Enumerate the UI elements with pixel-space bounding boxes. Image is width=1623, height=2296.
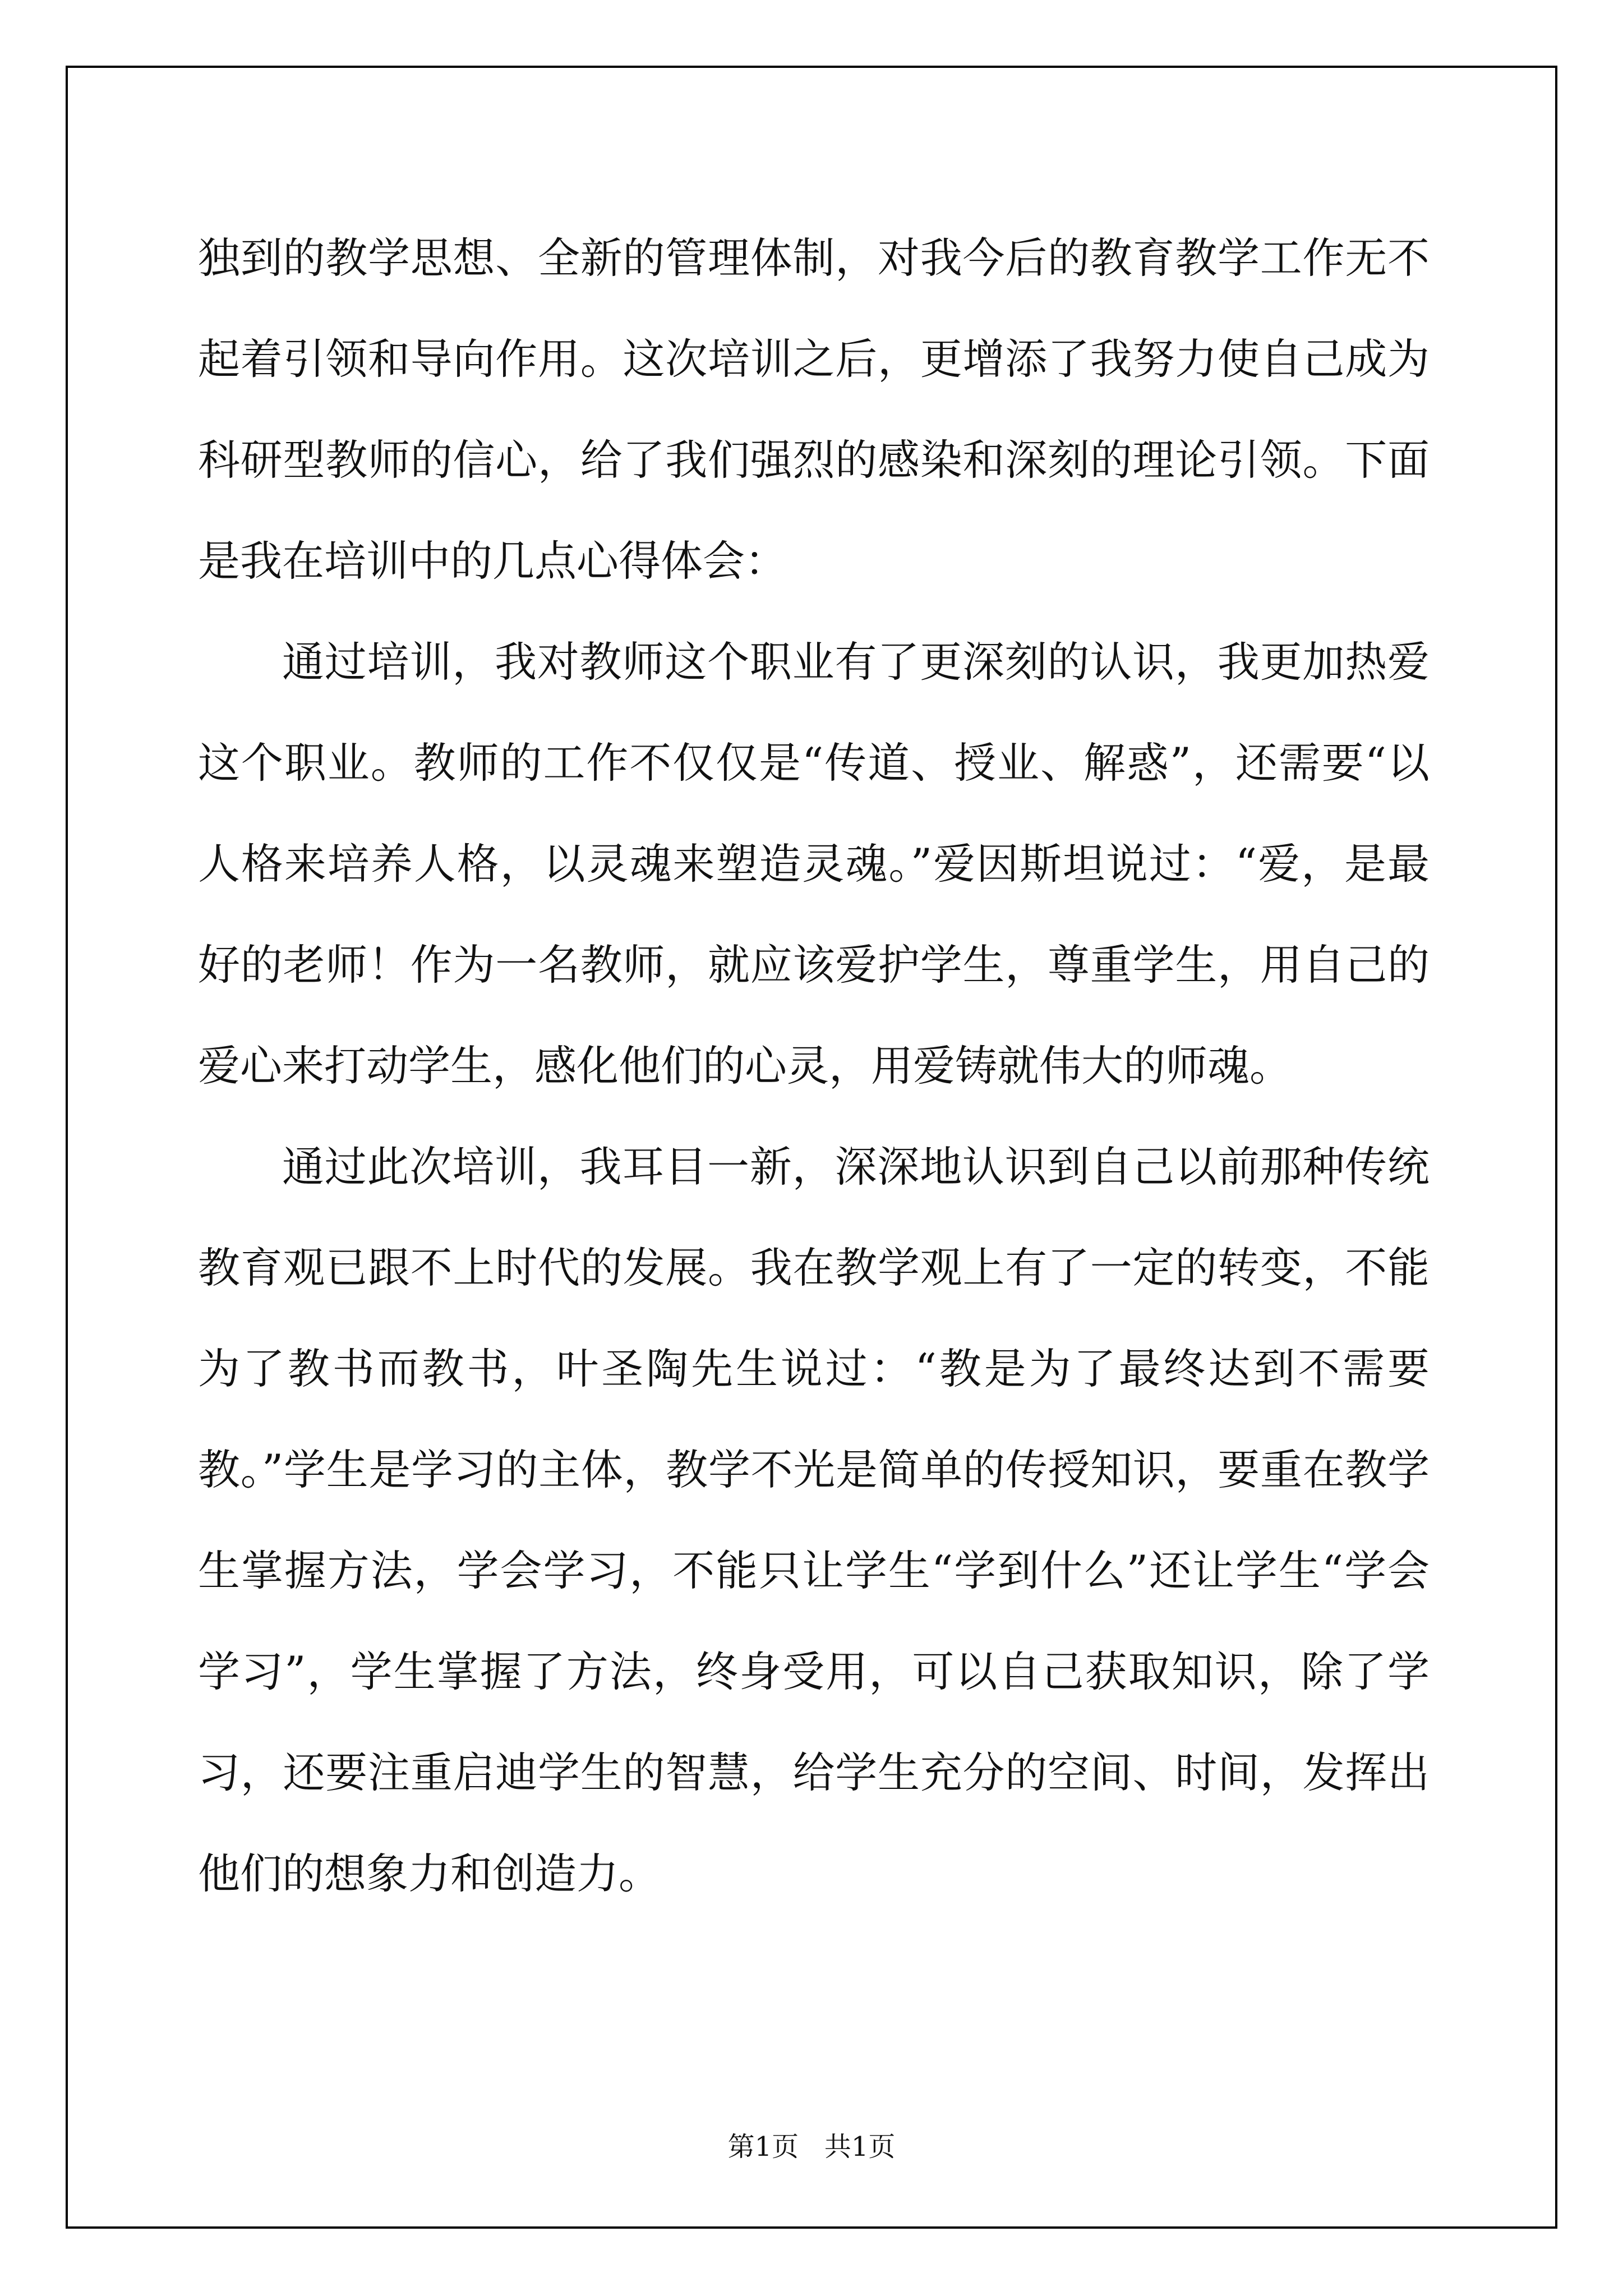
document-body	[198, 208, 1430, 1924]
paragraph-1: 独到的教学思想、全新的管理体制，对我今后的教育教学工作无不起着引领和导向作用。这次培训之后，更增添了我努力使自己成为科研型教师的信心，给了我们强烈的感染和深刻的理论引领。下面是我在培训中的几点心得体会：	[198, 233, 1430, 586]
paragraph-2: 通过培训，我对教师这个职业有了更深刻的认识，我更加热爱这个职业。教师的工作不仅仅是“传道、授业、解惑”，还需要“以人格来培养人格，以灵魂来塑造灵魂。”爱因斯坦说过：“爱，是最好的老师！作为一名教师，就应该爱护学生，尊重学生，用自己的爱心来打动学生，感化他们的心灵，用爱铸就伟大的师魂。	[198, 637, 1430, 1091]
paragraph-3: 通过此次培训，我耳目一新，深深地认识到自己以前那种传统教育观已跟不上时代的发展。我在教学观上有了一定的转变，不能为了教书而教书，叶圣陶先生说过：“教是为了最终达到不需要教。”学生是学习的主体，教学不光是简单的传授知识，要重在教学生掌握方法，学会学习，不能只让学生“学到什么”还让学生“学会学习”，学生掌握了方法，终身受用，可以自己获取知识，除了学习，还要注重启迪学生的智慧，给学生充分的空间、时间，发挥出他们的想象力和创造力。	[198, 1142, 1430, 1898]
page-footer: 第1页 共1页	[727, 2131, 896, 2162]
